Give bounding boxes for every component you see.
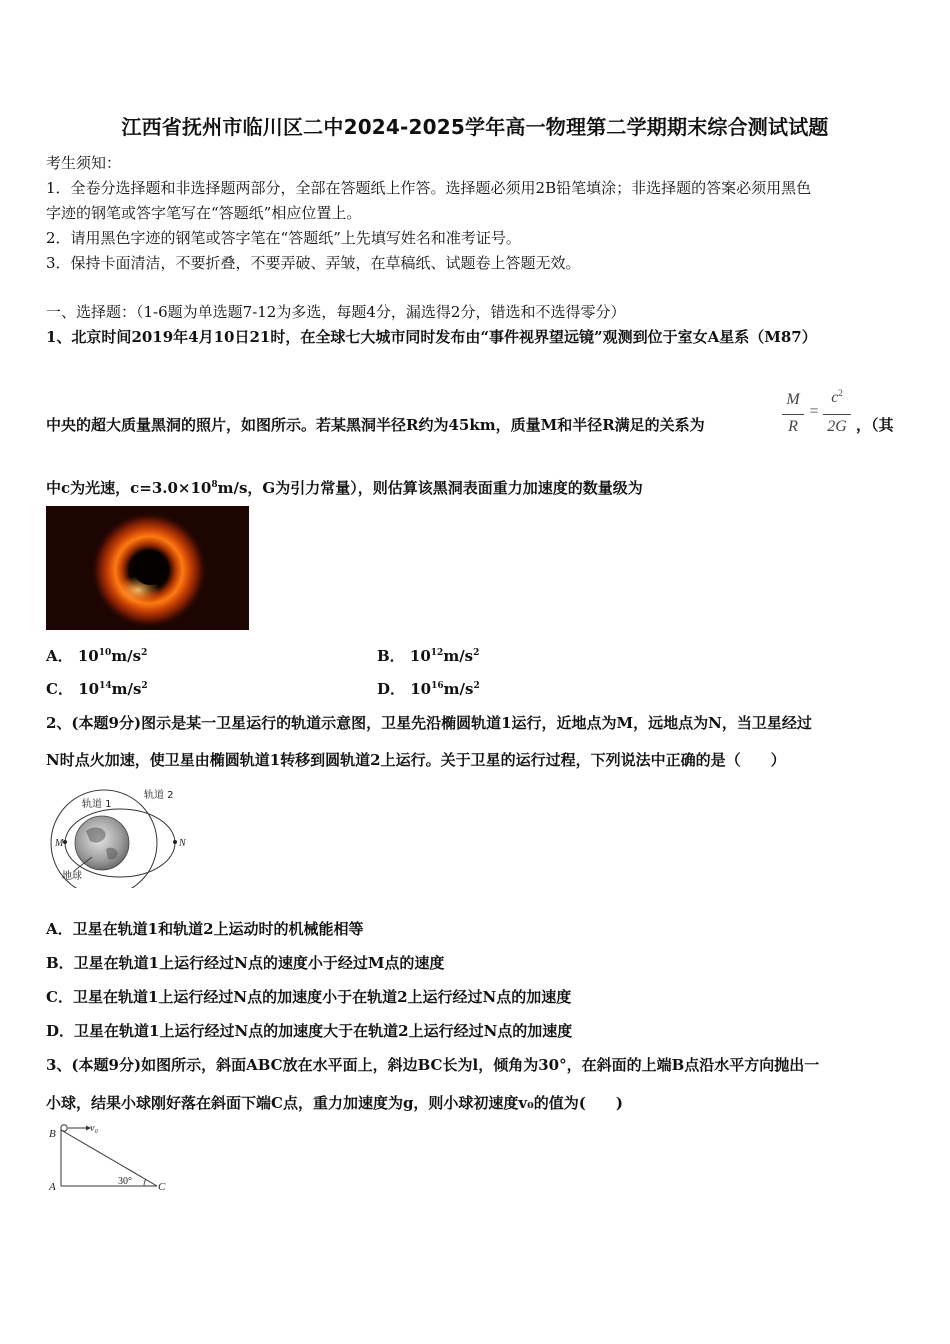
page-title: 江西省抚州市临川区二中2024-2025学年高一物理第二学期期末综合测试试题 [121,115,829,139]
q1-option-c[interactable]: C． $10^{14}m/s^2$ [46,680,148,698]
q1-line-3: 中c为光速，$c=3.0\times 10^8m/s$，G为引力常量），则估算该黑洞表面重力加速度的数量级为 [46,479,643,497]
notice-item-2: 2．请用黑色字迹的钢笔或答字笔在“答题纸”上先填写姓名和准考证号。 [46,229,521,247]
formula-num-left: M [786,391,800,408]
point-a-label: A [49,1181,56,1193]
q1-option-a[interactable]: A． $10^{10}m/s^2$ [46,647,148,665]
point-b-label: B [49,1128,56,1140]
q2-line-1: 2、(本题9分)图示是某一卫星运行的轨道示意图，卫星先沿椭圆轨道1运行，近地点为M，远地点为N，当卫星经过 [46,714,812,732]
notice-heading: 考生须知： [46,154,122,172]
formula-bar-right [823,414,851,415]
q3-line-1: 3、(本题9分)如图所示，斜面ABC放在水平面上，斜边BC长为l，倾角为30°，在斜面的上端B点沿水平方向抛出一 [46,1056,820,1074]
point-n-label: N [179,838,186,849]
q1-line-2-tail: ，（其 [856,416,894,434]
q2-line-2: N时点火加速，使卫星由椭圆轨道1转移到圆轨道2上运行。关于卫星的运行过程，下列说法中正确的是（ ） [46,751,786,769]
q1-line-2: 中央的超大质量黑洞的照片，如图所示。若某黑洞半径R约为45km，质量M和半径R满足的关系为 [46,416,705,434]
v0-label: v₀ [90,1123,98,1134]
formula-equals: = [809,403,819,420]
q2-option-b[interactable]: B．卫星在轨道1上运行经过N点的速度小于经过M点的速度 [46,954,445,972]
q1-option-b[interactable]: B． $10^{12}m/s^2$ [377,647,480,665]
q1-option-d[interactable]: D． $10^{16}m/s^2$ [377,680,480,698]
incline-diagram [44,1120,174,1195]
formula-num-right: $c^2$ [831,388,843,406]
q3-line-2: 小球，结果小球刚好落在斜面下端C点，重力加速度为g，则小球初速度v₀的值为( ) [46,1094,623,1112]
q2-option-d[interactable]: D．卫星在轨道1上运行经过N点的加速度大于在轨道2上运行经过N点的加速度 [46,1022,573,1040]
notice-item-3: 3．保持卡面清洁，不要折叠，不要弄破、弄皱，在草稿纸、试题卷上答题无效。 [46,254,581,272]
notice-item-1-cont: 字迹的钢笔或答字笔写在“答题纸”相应位置上。 [46,204,362,222]
point-m-label: M [55,838,64,849]
angle-label: 30° [118,1176,132,1187]
orbit-1-label: 轨道 1 [82,799,112,810]
black-hole-image [46,506,249,630]
incline-hypotenuse-bc [61,1130,157,1186]
formula-den-right: 2G [827,418,847,435]
notice-item-1: 1．全卷分选择题和非选择题两部分，全部在答题纸上作答。选择题必须用2B铅笔填涂；非选择题的答案必须用黑色 [46,179,812,197]
q2-option-c[interactable]: C．卫星在轨道1上运行经过N点的加速度小于在轨道2上运行经过N点的加速度 [46,988,572,1006]
formula-bar-left [782,414,804,415]
orbit-2-label: 轨道 2 [144,790,174,801]
orbit-diagram [44,783,194,888]
section-heading: 一、选择题：（1-6题为单选题7-12为多选，每题4分，漏选得2分，错选和不选得零分） [46,303,626,321]
ball-icon [61,1125,67,1131]
point-c-label: C [158,1181,166,1193]
q2-option-a[interactable]: A．卫星在轨道1和轨道2上运动时的机械能相等 [46,920,364,938]
formula-den-left: R [788,418,798,435]
earth-label: 地球 [62,871,82,882]
earth-icon [75,816,129,870]
q1-line-1: 1、北京时间2019年4月10日21时，在全球七大城市同时发布由“事件视界望远镜”观测到位于室女A星系（M87） [46,328,817,346]
